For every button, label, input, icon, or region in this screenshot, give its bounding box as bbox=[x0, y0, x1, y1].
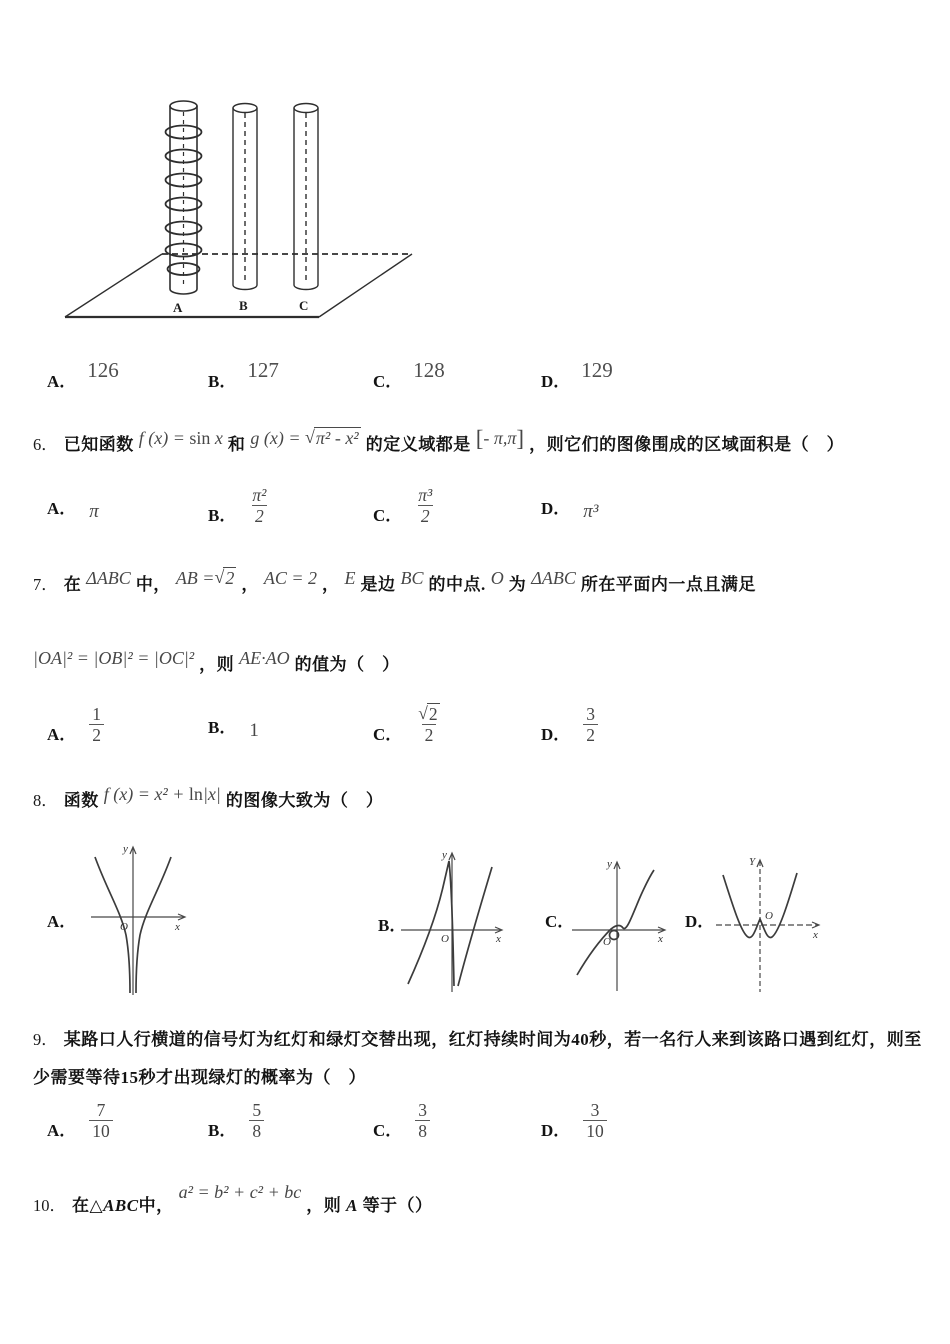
question-text: 所在平面内一点且满足 bbox=[580, 575, 756, 594]
option-label: C． bbox=[373, 724, 403, 744]
fraction-denominator: 8 bbox=[249, 1120, 264, 1141]
option-d-label: D． bbox=[541, 372, 571, 391]
option-value: 1 bbox=[249, 720, 259, 741]
formula-interval: [- π,π] bbox=[475, 426, 525, 451]
radicand: 2 bbox=[428, 703, 438, 724]
fraction bbox=[583, 1101, 607, 1141]
y-axis-label: y bbox=[123, 843, 128, 855]
question-text: 秒才出现绿灯的概率为（ ） bbox=[138, 1068, 366, 1087]
base-right-edge bbox=[319, 254, 412, 317]
option-b bbox=[208, 358, 279, 390]
x-axis-label: x bbox=[496, 933, 501, 945]
question-8-text bbox=[33, 786, 383, 811]
q7-option-c bbox=[373, 702, 443, 748]
option-label: C． bbox=[373, 1120, 403, 1140]
origin-label: O bbox=[603, 936, 611, 948]
option-a-label: A． bbox=[47, 372, 77, 391]
fraction-numerator: 5 bbox=[252, 1099, 262, 1120]
formula-e: E bbox=[344, 568, 356, 588]
triangle-name: ABC bbox=[103, 1196, 139, 1215]
wait-seconds: 15 bbox=[120, 1068, 139, 1087]
fraction-numerator: 3 bbox=[590, 1099, 600, 1120]
cylinder-b bbox=[233, 104, 257, 290]
option-label: D． bbox=[541, 498, 571, 518]
question-10-text bbox=[33, 1182, 433, 1216]
q9-option-d bbox=[541, 1098, 607, 1144]
q9-option-a bbox=[47, 1098, 113, 1144]
origin-label: O bbox=[765, 910, 773, 922]
option-a bbox=[47, 358, 119, 390]
fraction-numerator: π² bbox=[252, 484, 267, 505]
red-light-duration: 40 bbox=[571, 1030, 590, 1049]
option-b-label: B． bbox=[208, 372, 237, 391]
question-text: 的定义域都是 bbox=[365, 435, 471, 454]
question-text: ，则它们的图像围成的区域面积是（ ） bbox=[529, 435, 845, 454]
cylinder-a bbox=[166, 101, 202, 294]
question-text: 是边 bbox=[360, 575, 396, 594]
formula-o: O bbox=[490, 568, 504, 588]
radical-sign: √ bbox=[214, 567, 225, 587]
option-d bbox=[541, 358, 613, 390]
q8-option-b-label: B． bbox=[378, 916, 407, 935]
question-text: 已知函数 bbox=[63, 435, 134, 454]
formula-norms: |OA|² = |OB|² = |OC|² bbox=[33, 648, 195, 668]
q7-option-a bbox=[47, 702, 104, 748]
fraction bbox=[415, 702, 442, 745]
option-label: D． bbox=[541, 724, 571, 744]
option-c bbox=[373, 358, 445, 390]
question-text: 在 bbox=[63, 575, 82, 594]
formula-g: g (x) = √π² - x² bbox=[250, 427, 359, 448]
fraction-numerator: 3 bbox=[418, 1099, 428, 1120]
option-label: B． bbox=[208, 717, 237, 737]
question-text: 等于（） bbox=[357, 1196, 433, 1215]
formula-dot-product: AE·AO bbox=[239, 648, 290, 668]
option-c-value: 128 bbox=[413, 358, 445, 382]
option-label: D． bbox=[541, 1120, 571, 1140]
radical-sign: √ bbox=[305, 427, 315, 447]
question-number: 10． bbox=[33, 1196, 66, 1215]
question-text: 为 bbox=[508, 575, 527, 594]
fraction-denominator: 10 bbox=[89, 1120, 113, 1141]
formula-triangle: ΔABC bbox=[86, 568, 131, 588]
y-axis-label: Y bbox=[749, 856, 756, 868]
graph-option-c bbox=[565, 845, 670, 995]
cylinder-a-label: A bbox=[173, 300, 183, 315]
fraction-denominator: 8 bbox=[415, 1120, 430, 1141]
formula-ac: AC = 2 bbox=[263, 568, 317, 588]
y-axis-label: y bbox=[442, 849, 447, 861]
q6-option-d bbox=[541, 483, 599, 529]
question-text: 在△ bbox=[72, 1196, 104, 1215]
question-9-line1 bbox=[33, 1021, 922, 1060]
fraction-denominator: 2 bbox=[89, 724, 104, 745]
question-text: 某路口人行横道的信号灯为红灯和绿灯交替出现，红灯持续时间为 bbox=[63, 1030, 572, 1049]
q6-option-b bbox=[208, 483, 269, 529]
fraction-denominator: 2 bbox=[422, 724, 437, 745]
radicand: π² - x² bbox=[315, 428, 359, 448]
question-text: 少需要等待 bbox=[33, 1068, 121, 1087]
question-text: ， bbox=[322, 575, 340, 594]
question-7-line1 bbox=[33, 567, 756, 595]
q6-option-c bbox=[373, 483, 435, 529]
radicand: 2 bbox=[225, 568, 235, 588]
question-number: 8． bbox=[33, 791, 58, 810]
question-text: 和 bbox=[227, 435, 246, 454]
cylinder-c bbox=[294, 104, 318, 290]
formula-triangle: ΔABC bbox=[531, 568, 576, 588]
question-text: 中， bbox=[138, 1196, 174, 1215]
radical-sign: √ bbox=[418, 702, 428, 723]
option-value: π³ bbox=[583, 501, 599, 522]
q8-option-a-label: A． bbox=[47, 912, 77, 931]
fraction bbox=[415, 1101, 430, 1141]
q8-option-c-label: C． bbox=[545, 912, 575, 931]
option-label: B． bbox=[208, 1120, 237, 1140]
formula-law: a² = b² + c² + bc bbox=[178, 1182, 302, 1202]
option-a-value: 126 bbox=[87, 358, 119, 382]
cylinder-c-label: C bbox=[299, 298, 309, 313]
question-6-text bbox=[33, 426, 845, 456]
fraction-denominator: 2 bbox=[583, 724, 598, 745]
fraction bbox=[249, 1101, 264, 1141]
question-text: 的图像大致为（ ） bbox=[225, 791, 384, 810]
formula-fx: f (x) = x² + ln|x| bbox=[103, 784, 221, 804]
fraction bbox=[89, 1101, 113, 1141]
option-b-value: 127 bbox=[247, 358, 279, 382]
fraction-denominator: 2 bbox=[252, 505, 267, 526]
question-number: 7． bbox=[33, 575, 58, 594]
y-axis-label: y bbox=[607, 858, 612, 870]
question-number: 6． bbox=[33, 435, 58, 454]
option-label: A． bbox=[47, 498, 77, 518]
option-label: C． bbox=[373, 505, 403, 525]
x-axis-label: x bbox=[658, 933, 663, 945]
q9-option-c bbox=[373, 1098, 430, 1144]
fraction-numerator: 1 bbox=[92, 703, 102, 724]
formula-ab: AB =√2 bbox=[175, 567, 235, 588]
q7-option-b bbox=[208, 702, 259, 748]
option-d-value: 129 bbox=[581, 358, 613, 382]
option-c-label: C． bbox=[373, 372, 403, 391]
question-number: 9． bbox=[33, 1030, 58, 1049]
fraction bbox=[249, 486, 269, 526]
x-axis-label: x bbox=[813, 929, 818, 941]
fraction-numerator bbox=[415, 702, 442, 726]
question-text: 中， bbox=[135, 575, 171, 594]
base-left-edge bbox=[65, 254, 162, 317]
angle-name: A bbox=[345, 1196, 358, 1215]
q8-option-d-label: D． bbox=[685, 912, 715, 931]
graph-option-d bbox=[710, 845, 825, 995]
fraction bbox=[89, 705, 104, 745]
formula-bc: BC bbox=[400, 568, 424, 588]
cylinders-figure bbox=[55, 92, 425, 332]
cylinder-b-label: B bbox=[239, 298, 248, 313]
fraction bbox=[583, 705, 598, 745]
question-text: 秒，若一名行人来到该路口遇到红灯，则至 bbox=[589, 1030, 922, 1049]
question-text: ， bbox=[241, 575, 259, 594]
option-value: π bbox=[89, 501, 99, 522]
origin-label: O bbox=[120, 921, 128, 933]
question-text: ，则 bbox=[306, 1196, 346, 1215]
graph-option-a bbox=[85, 840, 190, 1000]
fraction-numerator: π³ bbox=[418, 484, 433, 505]
question-text: 的值为（ ） bbox=[294, 655, 400, 674]
q7-option-d bbox=[541, 702, 598, 748]
question-9-line2 bbox=[33, 1059, 366, 1098]
graph-option-b bbox=[395, 845, 507, 995]
q6-option-a bbox=[47, 483, 99, 529]
x-axis-label: x bbox=[175, 921, 180, 933]
fraction-denominator: 2 bbox=[418, 505, 433, 526]
formula-f: f (x) = sin x bbox=[138, 428, 223, 448]
question-text: 函数 bbox=[63, 791, 99, 810]
question-text: ，则 bbox=[199, 655, 235, 674]
q9-option-b bbox=[208, 1098, 264, 1144]
fraction bbox=[415, 486, 435, 526]
option-label: B． bbox=[208, 505, 237, 525]
option-label: A． bbox=[47, 1120, 77, 1140]
fraction-numerator: 3 bbox=[586, 703, 596, 724]
question-text: 的中点. bbox=[428, 575, 486, 594]
fraction-denominator: 10 bbox=[583, 1120, 607, 1141]
origin-label: O bbox=[441, 933, 449, 945]
question-7-line2 bbox=[33, 650, 400, 675]
option-label: A． bbox=[47, 724, 77, 744]
fraction-numerator: 7 bbox=[96, 1099, 106, 1120]
